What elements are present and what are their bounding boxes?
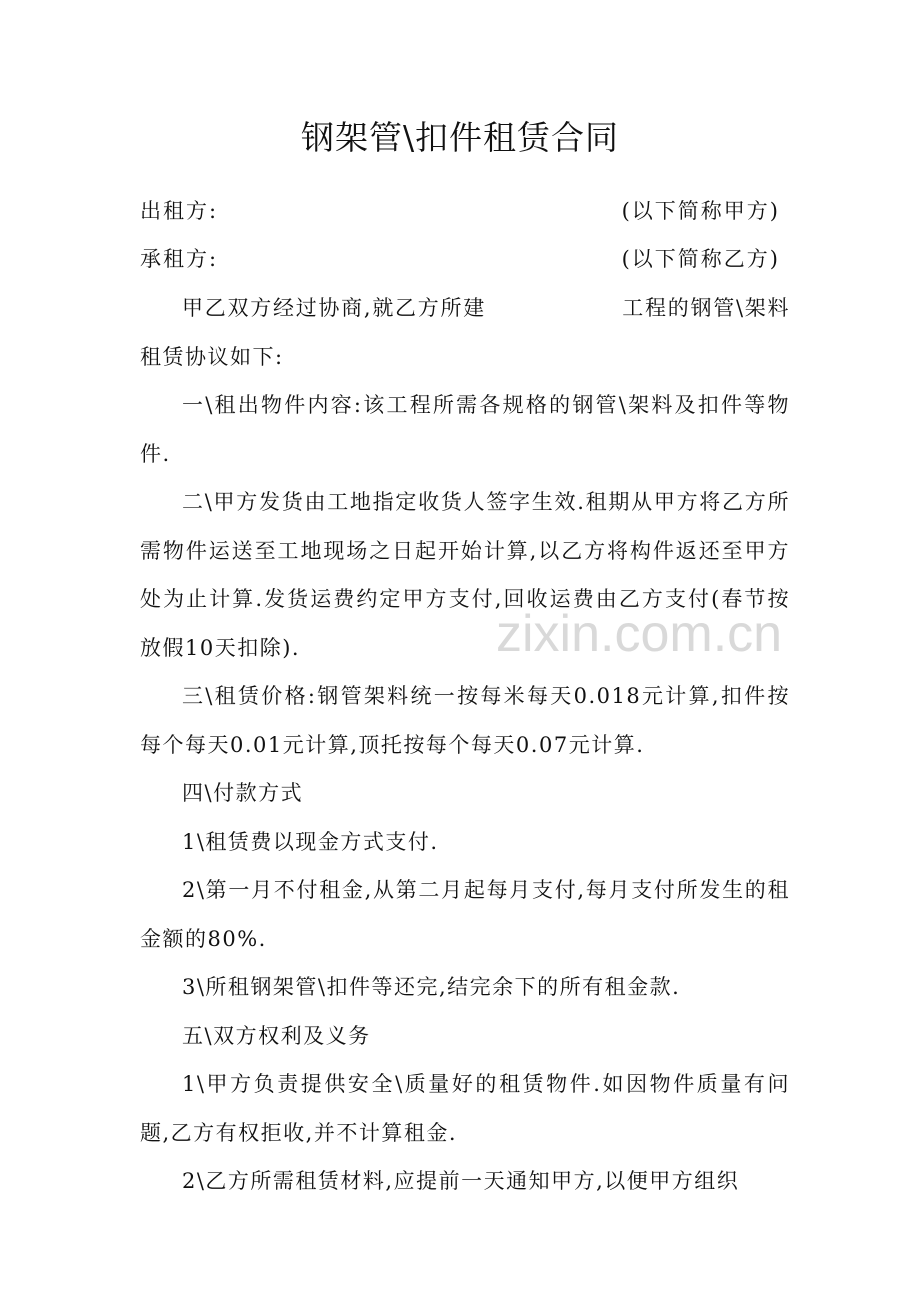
clause-3: 三\租赁价格:钢管架料统一按每米每天0.018元计算,扣件按每个每天0.01元计算,顶托按每个每天0.07元计算. (140, 684, 790, 757)
intro-paragraph (140, 284, 790, 381)
lessor-row (140, 195, 780, 231)
lessor-note: (以下简称甲方) (621, 199, 780, 223)
lessor-label: 出租方: (140, 199, 219, 223)
lessee-row (140, 243, 780, 279)
clause-4-item-2: 2\第一月不付租金,从第二月起每月支付,每月支付所发生的租金额的80%. (140, 878, 790, 951)
clause-2: 二\甲方发货由工地指定收货人签字生效.租期从甲方将乙方所需物件运送至工地现场之日起开始计算,以乙方将构件返还至甲方处为止计算.发货运费约定甲方支付,回收运费由乙方支付(春节按放假10天扣除). (140, 490, 790, 660)
intro-after: 工程的钢管\架料租赁协议如下: (140, 296, 790, 369)
intro-before: 甲乙双方经过协商,就乙方所建 (182, 296, 487, 320)
contract-body (140, 284, 790, 1206)
lessee-label: 承租方: (140, 247, 219, 271)
lessee-note: (以下简称乙方) (621, 247, 780, 271)
watermark: zixin.com.cn (496, 605, 783, 663)
document-title: 钢架管\扣件租赁合同 (300, 118, 620, 157)
clause-5-heading: 五\双方权利及义务 (182, 1023, 371, 1048)
clause-4-item-1: 1\租赁费以现金方式支付. (182, 829, 439, 854)
clause-5-item-1: 1\甲方负责提供安全\质量好的租赁物件.如因物件质量有问题,乙方有权拒收,并不计算租金. (140, 1072, 790, 1145)
clause-5-item-2: 2\乙方所需租赁材料,应提前一天通知甲方,以便甲方组织 (182, 1169, 740, 1193)
clause-4-item-3: 3\所租钢架管\扣件等还完,结完余下的所有租金款. (182, 975, 681, 999)
clause-4-heading: 四\付款方式 (182, 781, 304, 805)
clause-1: 一\租出物件内容:该工程所需各规格的钢管\架料及扣件等物件. (140, 393, 790, 466)
